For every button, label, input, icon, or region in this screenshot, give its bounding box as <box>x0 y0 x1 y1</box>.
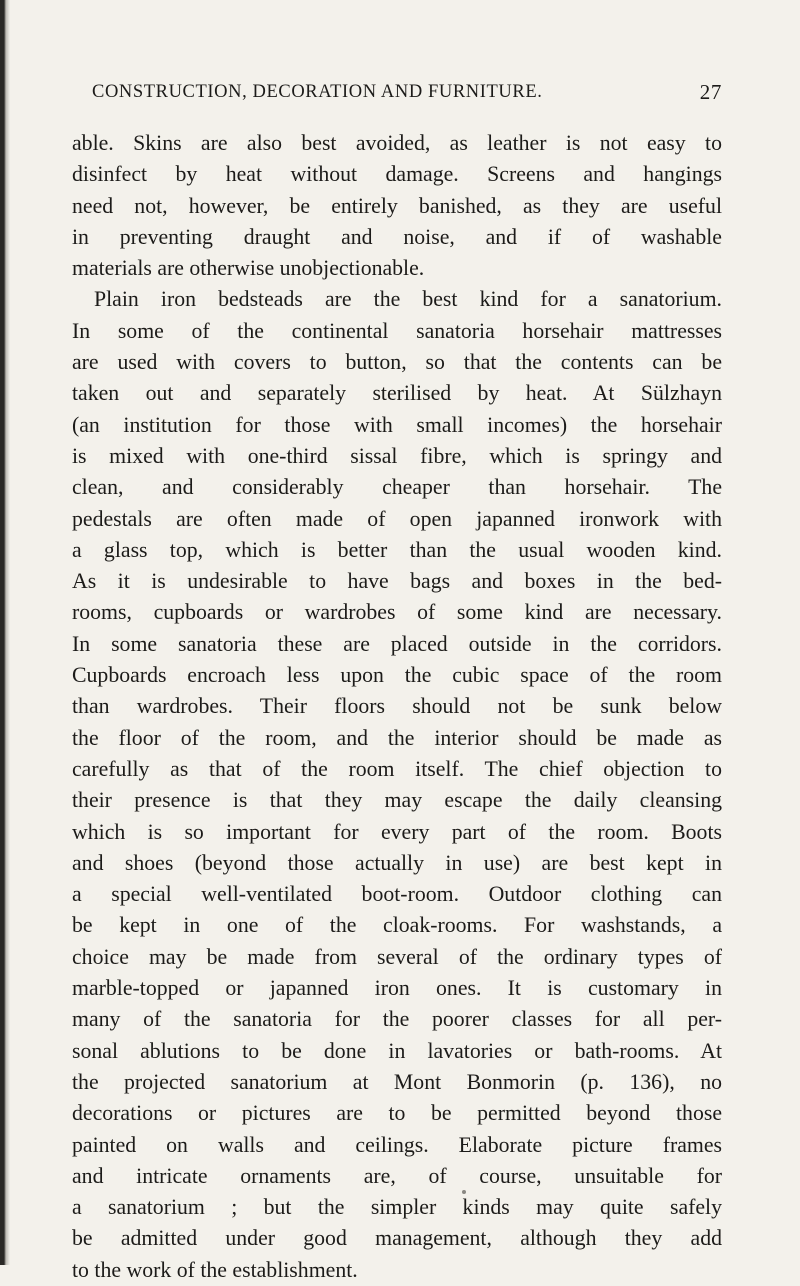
text-line: the projected sanatorium at Mont Bonmorin (p. 136), no <box>72 1069 722 1094</box>
text-line: their presence is that they may escape the daily cleansing <box>72 788 722 813</box>
text-line: a glass top, which is better than the usual wooden kind. <box>72 537 722 562</box>
text-line: than wardrobes. Their floors should not be sunk below <box>72 694 722 719</box>
text-line: sonal ablutions to be done in lavatories or bath-rooms. At <box>72 1038 722 1063</box>
text-line: materials are otherwise unobjectionable. <box>72 256 425 281</box>
text-line: able. Skins are also best avoided, as leather is not easy to <box>72 131 722 155</box>
text-line: In some of the continental sanatoria horsehair mattresses <box>72 318 722 343</box>
text-line: rooms, cupboards or wardrobes of some kind are necessary. <box>72 600 722 625</box>
text-line: clean, and considerably cheaper than horsehair. The <box>72 475 722 500</box>
text-line: carefully as that of the room itself. The chief objection to <box>72 756 722 781</box>
text-line: need not, however, be entirely banished, as they are useful <box>72 193 722 218</box>
binding-edge <box>0 0 10 1265</box>
text-line: are used with covers to button, so that the contents can be <box>72 350 722 375</box>
text-line: As it is undesirable to have bags and boxes in the bed- <box>72 569 722 594</box>
text-line: marble-topped or japanned iron ones. It is customary in <box>72 976 722 1001</box>
page-speck <box>462 1190 466 1194</box>
text-line: is mixed with one-third sissal fibre, which is springy and <box>72 443 722 468</box>
text-line: many of the sanatoria for the poorer classes for all per- <box>72 1007 722 1032</box>
text-line: to the work of the establishment. <box>72 1257 358 1282</box>
text-line: the floor of the room, and the interior should be made as <box>72 725 722 750</box>
text-line: choice may be made from several of the ordinary types of <box>72 944 722 969</box>
text-line: taken out and separately sterilised by heat. At Sülzhayn <box>72 381 722 406</box>
text-line: (an institution for those with small incomes) the horsehair <box>72 412 722 437</box>
text-line: decorations or pictures are to be permitted beyond those <box>72 1101 722 1126</box>
text-line: disinfect by heat without damage. Screens and hangings <box>72 162 722 187</box>
text-line: and shoes (beyond those actually in use) are best kept in <box>72 850 722 875</box>
text-line: be kept in one of the cloak-rooms. For washstands, a <box>72 913 722 938</box>
text-line: pedestals are often made of open japanned ironwork with <box>72 506 722 531</box>
text-line: In some sanatoria these are placed outside in the corridors. <box>72 631 722 656</box>
text-line: a special well-ventilated boot-room. Outdoor clothing can <box>72 882 722 907</box>
running-head <box>92 82 722 112</box>
text-line: a sanatorium ; but the simpler kinds may quite safely <box>72 1195 722 1220</box>
text-line: in preventing draught and noise, and if of washable <box>72 224 722 249</box>
text-line: and intricate ornaments are, of course, unsuitable for <box>72 1163 722 1188</box>
text-line: painted on walls and ceilings. Elaborate picture frames <box>72 1132 722 1157</box>
text-line: be admitted under good management, although they add <box>72 1226 722 1251</box>
page-number: 27 <box>699 80 722 104</box>
running-title: CONSTRUCTION, DECORATION AND FURNITURE. <box>92 82 543 102</box>
paragraph-start-line: Plain iron bedsteads are the best kind for a sanatorium. <box>94 287 722 312</box>
text-line: which is so important for every part of the room. Boots <box>72 819 722 844</box>
text-line: Cupboards encroach less upon the cubic space of the room <box>72 663 722 688</box>
body-text <box>72 128 722 1286</box>
